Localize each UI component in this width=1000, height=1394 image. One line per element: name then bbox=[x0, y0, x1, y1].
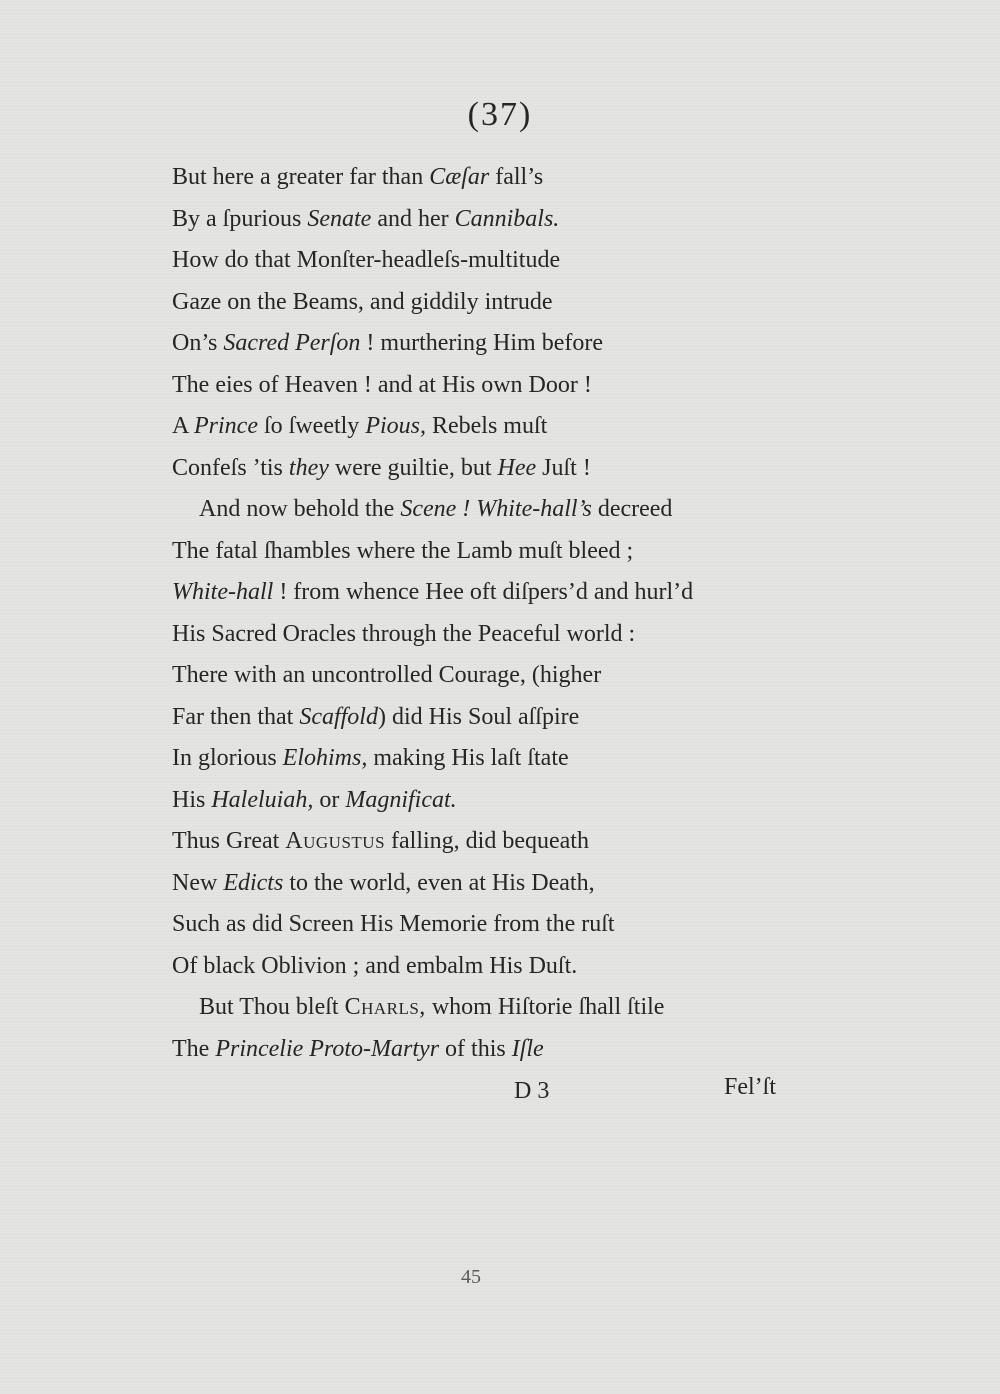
poem-line: Of black Oblivion ; and embalm His Duſt. bbox=[172, 952, 578, 979]
poem-line: On’s Sacred Perſon ! murthering Him before bbox=[172, 330, 604, 356]
poem-line: A Prince ſo ſweetly Pious, Rebels muſt bbox=[172, 413, 548, 439]
poem-line: The Princelie Proto-Martyr of this Iſle bbox=[172, 1035, 544, 1062]
poem-line: In glorious Elohims, making His laſt ſtate bbox=[172, 745, 569, 771]
catchword: Fel’ſt bbox=[724, 1074, 776, 1100]
poem-line: But Thou bleſt Charls, whom Hiſtorie ſhall ſtile bbox=[199, 994, 665, 1020]
poem-line: His Haleluiah, or Magnificat. bbox=[172, 786, 457, 813]
poem-text bbox=[172, 157, 812, 1070]
poem-line: Gaze on the Beams, and giddily intrude bbox=[172, 288, 553, 315]
page-number: 45 bbox=[461, 1266, 481, 1288]
page-footer bbox=[172, 1072, 776, 1112]
page-header-number: (37) bbox=[467, 96, 533, 133]
poem-line: And now behold the Scene ! White-hall’s decreed bbox=[199, 496, 673, 522]
poem-line: How do that Monſter-headleſs-multitude bbox=[172, 247, 561, 273]
poem-line: The eies of Heaven ! and at His own Door ! bbox=[172, 371, 592, 398]
poem-line: There with an uncontrolled Courage, (higher bbox=[172, 662, 602, 688]
poem-line: Far then that Scaffold) did His Soul aſſpire bbox=[172, 703, 580, 730]
poem-line: Such as did Screen His Memorie from the ruſt bbox=[172, 911, 615, 937]
poem-line: But here a greater far than Cæſar fall’s bbox=[172, 164, 544, 190]
poem-line: The fatal ſhambles where the Lamb muſt bleed ; bbox=[172, 537, 634, 564]
poem-line: Thus Great Augustus falling, did bequeath bbox=[172, 828, 589, 854]
poem-line: His Sacred Oracles through the Peaceful world : bbox=[172, 620, 636, 647]
signature-mark: D 3 bbox=[514, 1078, 550, 1104]
poem-line: By a ſpurious Senate and her Cannibals. bbox=[172, 205, 560, 232]
poem-line: New Edicts to the world, even at His Death, bbox=[172, 869, 595, 896]
poem-line: Confeſs ’tis they were guiltie, but Hee Juſt ! bbox=[172, 454, 591, 481]
poem-line: White-hall ! from whence Hee oft diſpers’d and hurl’d bbox=[172, 579, 694, 605]
